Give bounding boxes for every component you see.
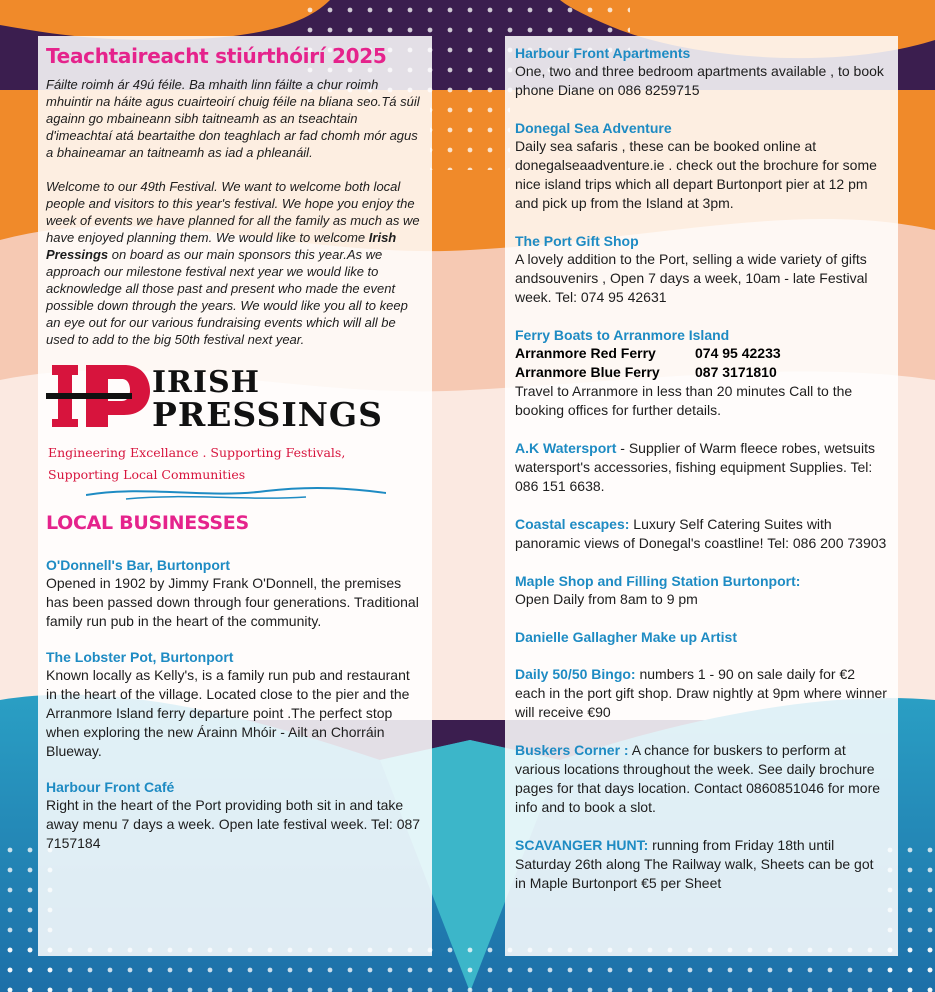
ip-monogram-icon: [46, 357, 156, 437]
local-businesses-title: LOCAL BUSINESSES: [46, 512, 249, 534]
business-harbour-front-apartments: Harbour Front Apartments One, two and three bedroom apartments available , to book phone Diane on 086 8259715: [515, 45, 884, 98]
business-maple-shop: Maple Shop and Filling Station Burtonport: Open Daily from 8am to 9 pm: [515, 573, 801, 607]
logo-word-irish: IRISH: [152, 365, 261, 400]
ferry-red: Arranmore Red Ferry 074 95 42233: [515, 345, 781, 361]
business-ak-watersport: A.K Watersport - Supplier of Warm fleece robes, wetsuits watersport's accessories, fishing equipment Supplies. Tel: 086 151 6638.: [515, 440, 875, 494]
business-odonnells: O'Donnell's Bar, Burtonport Opened in 1902 by Jimmy Frank O'Donnell, the premises has been passed down through four generations. Traditional family run pub in the heart of the community.: [46, 557, 419, 629]
logo-tagline-2: Supporting Local Communities: [48, 467, 246, 482]
wave-divider-icon: [86, 483, 386, 503]
scavenger-hunt: SCAVANGER HUNT: running from Friday 18th until Saturday 26th along The Railway walk, Sheets can be got in Maple Burtonport €5 per Sheet: [515, 837, 874, 891]
logo-tagline-1: Engineering Excellance . Supporting Festivals,: [48, 445, 346, 460]
sponsor-mention: Irish Pressings: [46, 230, 397, 262]
daily-bingo: Daily 50/50 Bingo: numbers 1 - 90 on sale daily for €2 each in the port gift shop. Draw nightly at 9pm where winner will receive €90: [515, 666, 887, 720]
left-column: [38, 36, 432, 956]
intro-english-text: Welcome to our 49th Festival. We want to welcome both local people and visitors to this year's festival. We hope you enjoy the week of events we have planned for all the family as much as we have enjoyed planning them. We would like to welcome Irish Pressings on board as our main sponsors this year.As we approach our milestone festival next year we would like to acknowledge all those past and present who made the event possible down through the years. We would like you all to keep an eye out for our various fundraising events which will all be used to add to the big 50th festival next year.: [46, 179, 420, 347]
business-lobster-pot: The Lobster Pot, Burtonport Known locally as Kelly's, is a family run pub and restaurant in the heart of the village. Located close to the pier and the Arranmore Island ferry departure point .The perfect stop when exploring the new Árainn Mhóir - Ailt an Chorráin Blueway.: [46, 649, 410, 759]
business-coastal-escapes: Coastal escapes: Luxury Self Catering Suites with panoramic views of Donegal's coastline! Tel: 086 200 73903: [515, 516, 887, 551]
business-port-gift-shop: The Port Gift Shop A lovely addition to the Port, selling a wide variety of gifts andsouvenirs , Open 7 days a week, 10am - late Festival week. Tel: 074 95 42631: [515, 233, 868, 305]
logo-word-pressings: PRESSINGS: [152, 395, 383, 434]
business-ferry-boats: Ferry Boats to Arranmore Island Arranmore Red Ferry 074 95 42233 Arranmore Blue Ferry 087 3171810 Travel to Arranmore in less than 20 minutes Call to the booking offices for further details.: [515, 326, 888, 420]
business-donegal-sea-adventure: Donegal Sea Adventure Daily sea safaris , these can be booked online at donegalseaadventure.ie . check out the brochure for some nice island trips which all depart Burtonport pier at 12 pm and pick up from the Island at 3pm.: [515, 120, 877, 211]
business-danielle-gallagher: Danielle Gallagher Make up Artist: [515, 629, 737, 645]
right-column: [505, 36, 898, 956]
buskers-corner: Buskers Corner : A chance for buskers to perform at various locations throughout the week. See daily brochure pages for that days location. Contact 0860851046 for more info and to book a slot.: [515, 742, 881, 815]
ferry-blue: Arranmore Blue Ferry 087 3171810: [515, 364, 777, 380]
directors-message-title: Teachtaireacht stiúrthóirí 2025: [46, 44, 387, 68]
irish-pressings-logo: [46, 357, 424, 512]
business-harbour-front-cafe: Harbour Front Café Right in the heart of the Port providing both sit in and take away menu 7 days a week. Open late festival week. Tel: 087 7157184: [46, 779, 421, 851]
intro-irish-text: Fáilte roimh ár 49ú féile. Ba mhaith linn fáilte a chur roimh mhuintir na háite agus cuairteoirí chuig féile na bliana seo.Tá súil againn go mbaineann sibh taitneamh as an tseachtain d'imeachtaí atá beartaithe don teaghlach ar fad chomh mór agus a bhaineamar an taitneamh as iad a phleanáil.: [46, 77, 420, 160]
